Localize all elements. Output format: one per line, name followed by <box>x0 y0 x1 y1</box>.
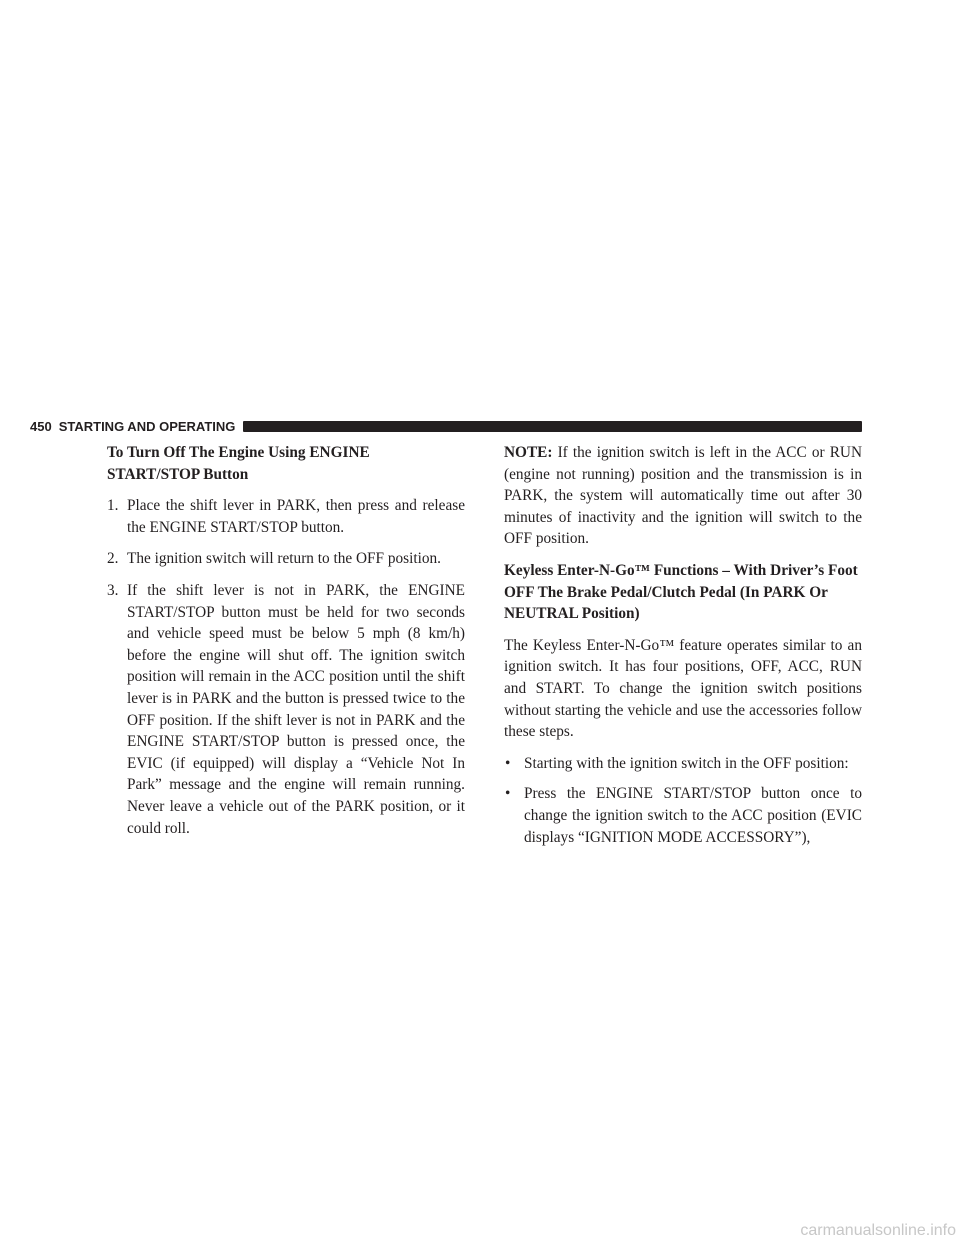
note-paragraph <box>504 442 862 550</box>
step-text: Place the shift lever in PARK, then press and release the ENGINE START/STOP button. <box>127 497 465 536</box>
section-title: STARTING AND OPERATING <box>58 418 236 434</box>
page-number: 450 <box>30 418 52 434</box>
step-2 <box>107 548 465 570</box>
left-column <box>107 442 465 849</box>
step-text: If the shift lever is not in PARK, the ENGINE START/STOP button must be held for two seconds and vehicle speed must be below 5 mph (8 km/h) before the engine will shut off. The ignition switch position will remain in the ACC position until the shift lever is in PARK and the button is pressed twice to the OFF position. If the shift lever is not in PARK and the ENGINE START/STOP button is pressed once, the EVIC (if equipped) will display a “Vehicle Not In Park” message and the engine will remain running. Never leave a vehicle out of the PARK position, or it could roll. <box>127 581 465 837</box>
note-text: If the ignition switch is left in the ACC or RUN (engine not running) position and the transmission is in PARK, the system will automatically time out after 30 minutes of inactivity and the ignition will switch to the OFF position. <box>504 444 862 548</box>
bullet-text: Press the ENGINE START/STOP button once to change the ignition switch to the ACC position (EVIC displays “IGNITION MODE ACCESSORY”), <box>524 785 862 846</box>
bullet-item-1 <box>504 753 862 775</box>
bullet-item-2 <box>504 783 862 848</box>
bullet-text: Starting with the ignition switch in the OFF position: <box>524 754 849 772</box>
step-text: The ignition switch will return to the OFF position. <box>127 550 441 568</box>
step-number: 1. <box>107 497 119 515</box>
note-label: NOTE: <box>504 444 553 461</box>
bullet-icon: • <box>505 754 511 772</box>
watermark-text: carmanualsonline.info <box>800 1222 956 1239</box>
right-column <box>504 442 862 857</box>
body-paragraph: The Keyless Enter-N-Go™ feature operates similar to an ignition switch. It has four positions, OFF, ACC, RUN and START. To change the ignition switch positions without starting the vehicle and use the accessories follow these steps. <box>504 636 862 741</box>
bullet-icon: • <box>505 785 511 803</box>
step-1 <box>107 495 465 538</box>
page-header <box>30 418 862 434</box>
section-heading-turn-off: To Turn Off The Engine Using ENGINE START/STOP Button <box>107 444 370 483</box>
section-heading-keyless: Keyless Enter-N-Go™ Functions – With Driver’s Foot OFF The Brake Pedal/Clutch Pedal (In PARK Or NEUTRAL Position) <box>504 561 858 623</box>
step-3 <box>107 580 465 839</box>
step-number: 2. <box>107 550 119 568</box>
header-rule <box>243 421 862 432</box>
step-number: 3. <box>107 581 119 599</box>
